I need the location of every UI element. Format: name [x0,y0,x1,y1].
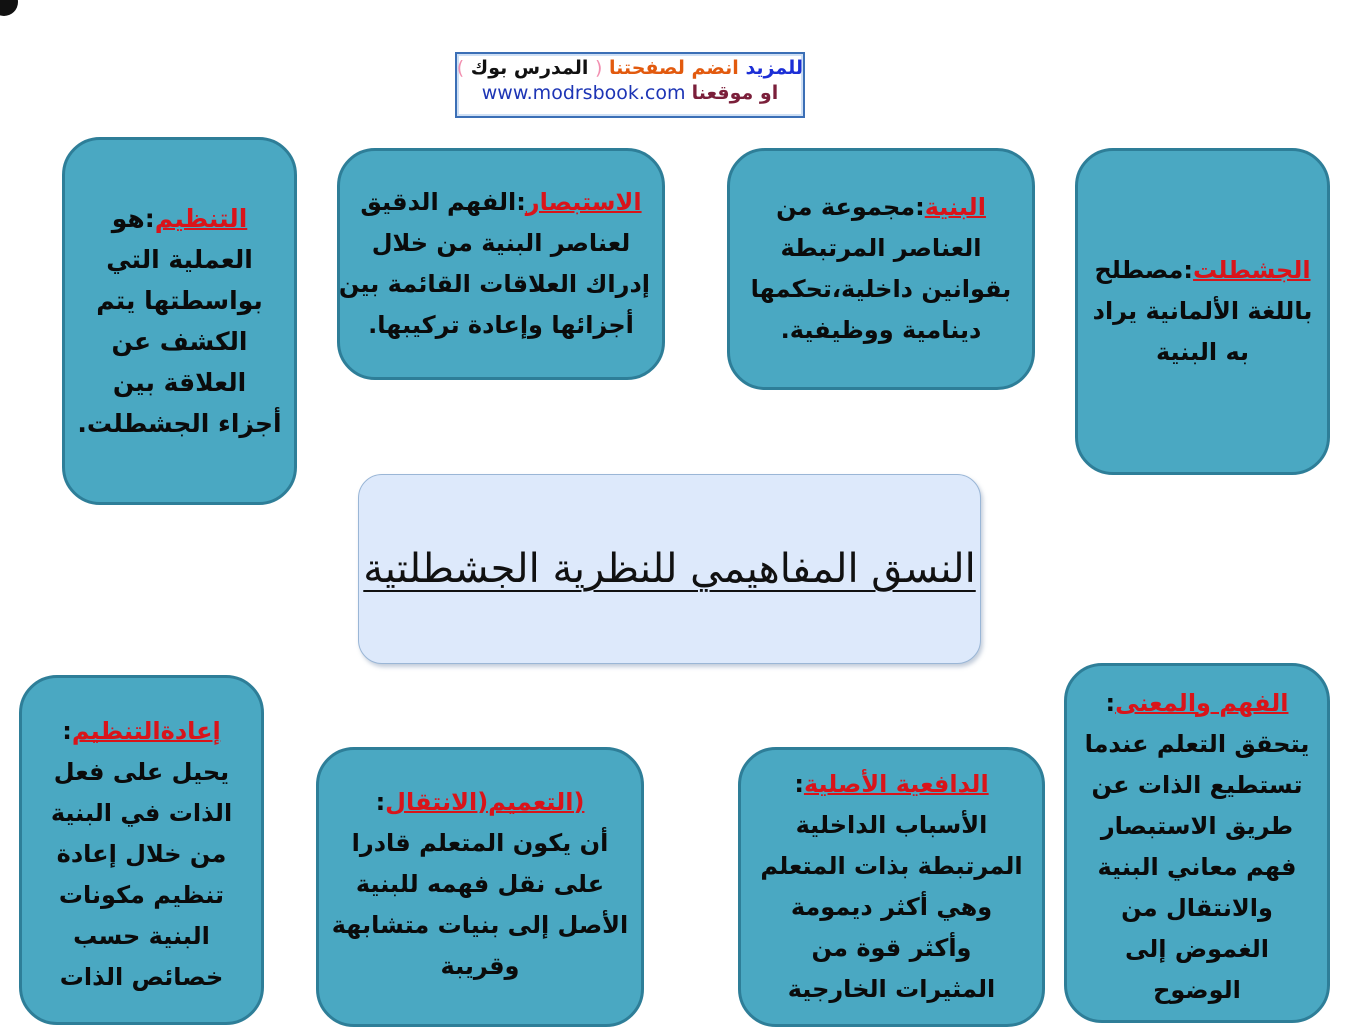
card-generalization [316,747,644,1027]
concept-description-line: العناصر المرتبطة [780,234,982,262]
concept-description-line: على نقل فهمه للبنية [355,869,605,898]
concept-description-line: خصائص الذات [59,962,224,991]
concept-term: الاستبصار [525,188,642,216]
concept-description-line: باللغة الألمانية يراد [1092,297,1313,325]
banner-line-1 [457,57,803,79]
banner-url-link[interactable]: www.modrsbook.com [481,82,686,104]
banner-paren-close: ) [456,57,465,79]
banner-more: للمزيد [745,57,803,79]
banner-page-name: المدرس بوك [470,57,589,79]
concept-term: إعادةالتنظيم [71,716,221,745]
concept-description-line: الكشف عن [111,327,248,356]
concept-description-line: من خلال إعادة [56,839,227,868]
banner-or-site: او موقعنا [691,82,779,104]
card-heading [1090,250,1315,291]
concept-description-line: فهم معاني البنية [1097,853,1297,881]
card-heading [1079,683,1315,724]
concept-description-start: : [1105,689,1116,717]
card-structure [727,148,1035,390]
concept-description-line: وأكثر قوة من [811,934,972,962]
card-heading [331,782,629,823]
card-organization [62,137,297,505]
concept-description-line: والانتقال من [1121,894,1273,922]
concept-description-line: تستطيع الذات عن [1091,771,1303,799]
concept-term: الدافعية الأصلية [803,770,989,798]
concept-description-line: الأسباب الداخلية [795,811,988,839]
concept-description-line: وهي أكثر ديمومة [790,893,993,921]
card-heading [753,764,1030,805]
concept-description-start: :الفهم الدقيق [360,188,526,216]
concept-description-line: البنية حسب [73,921,210,950]
card-insight [337,148,665,380]
concept-description-start: :هو [111,204,155,233]
concept-description-start: :مجموعة من [776,193,925,221]
concept-description-line: به البنية [1155,338,1250,366]
concept-description-line: لعناصر البنية من خلال [371,229,631,257]
corner-dot [0,0,18,16]
concept-description-line: بواسطتها يتم [96,286,263,315]
concept-description-line: وقريبة [440,951,520,980]
concept-description-line: الغموض إلى [1124,935,1270,963]
concept-term: البنية [924,193,986,221]
concept-description-start: :مصطلح [1094,256,1194,284]
central-concept-box [358,474,981,664]
card-understanding [1064,663,1330,1023]
concept-description-line: يتحقق التعلم عندما [1084,730,1310,758]
card-heading [34,711,249,752]
card-reorganization [19,675,264,1025]
concept-description-line: المرتبطة بذات المتعلم [760,852,1023,880]
concept-description-line: أن يكون المتعلم قادرا [351,828,609,857]
concept-description-line: العلاقة بين [112,368,247,397]
concept-description-line: يحيل على فعل [53,757,230,786]
concept-description-line: تنظيم مكونات [58,880,225,909]
concept-description-line: طريق الاستبصار [1100,812,1294,840]
concept-description-line: الذات في البنية [50,798,233,827]
card-motivation [738,747,1045,1027]
concept-term: الفهم والمعنى [1115,689,1289,717]
card-heading [742,187,1020,228]
concept-description-line: المثيرات الخارجية [787,975,996,1003]
card-heading [77,198,282,239]
banner-join: انضم لصفحتنا [609,57,739,79]
concept-description-line: بقوانين داخلية،تحكمها [750,275,1012,303]
concept-term: الجشطلت [1193,256,1311,284]
concept-description-start: : [62,716,72,745]
concept-term: (التعميم(الانتقال [385,787,585,816]
concept-description-line: الأصل إلى بنيات متشابهة [331,910,629,939]
banner-line-2 [457,82,803,104]
promo-banner[interactable] [455,52,805,118]
concept-term: التنظيم [154,204,248,233]
concept-description-line: العملية التي [106,245,253,274]
concept-description-start: : [375,787,386,816]
card-heading [352,182,650,223]
concept-description-line: أجزائها وإعادة تركيبها. [368,311,634,339]
concept-description-line: أجزاء الجشطلت. [77,409,282,438]
concept-description-start: : [794,770,804,798]
concept-description-line: إدراك العلاقات القائمة بين [338,270,650,298]
concept-description-line: دينامية ووظيفية. [780,316,982,344]
card-gestalt [1075,148,1330,475]
concept-description-line: الوضوح [1153,976,1241,1004]
banner-paren-open: ( [595,57,603,79]
central-title: النسق المفاهيمي للنظرية الجشطلتية [363,546,976,592]
